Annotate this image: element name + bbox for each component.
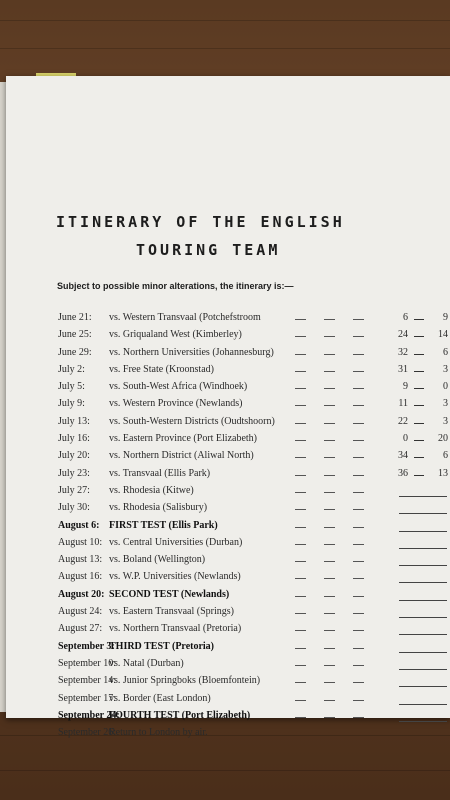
row-date: August 27: [58,623,103,635]
leader-dash [295,682,306,683]
score-blank-line [399,669,447,670]
leader-dash [295,336,306,337]
leader-dash [324,336,335,337]
leader-dash [295,475,306,476]
leader-dash [324,630,335,631]
leader-dash [295,613,306,614]
score-dash [414,371,424,372]
row-description: vs. South-Western Districts (Oudtshoorn) [109,415,275,427]
itinerary-row [6,485,450,502]
score-opponent: 3 [443,415,448,427]
row-date: September 17: [58,692,117,704]
row-description: vs. Border (East London) [109,692,211,704]
row-date: July 27: [58,484,90,496]
page-title-line2: TOURING TEAM [136,241,281,259]
score-dash [414,423,424,424]
score-opponent: 6 [443,346,448,358]
score-blank-line [399,548,447,549]
row-description: vs. Junior Springboks (Bloemfontein) [109,675,261,687]
row-description: vs. Northern Universities (Johannesburg) [109,346,274,358]
leader-dash [295,440,306,441]
leader-dash [295,388,306,389]
leader-dash [324,423,335,424]
row-date: July 13: [58,415,90,427]
score-dash [414,319,424,320]
itinerary-row [6,364,450,381]
row-date: August 20: [58,588,105,600]
score-blank-line [399,496,447,497]
leader-dash [353,509,364,510]
score-dash [414,336,424,337]
leader-dash [353,596,364,597]
row-description: vs. Boland (Wellington) [109,554,206,566]
leader-dash [324,319,335,320]
row-description: vs. Eastern Transvaal (Springs) [109,606,234,618]
leader-dash [353,648,364,649]
leader-dash [295,561,306,562]
leader-dash [324,371,335,372]
score-england: 36 [398,467,408,479]
itinerary-row [6,381,450,398]
score-dash [414,457,424,458]
row-date: September 10: [58,657,117,669]
itinerary-row [6,433,450,450]
score-england: 34 [398,450,408,462]
row-date: August 10: [58,536,103,548]
leader-dash [324,578,335,579]
row-date: June 25: [58,329,92,341]
leader-dash [324,682,335,683]
row-date: August 16: [58,571,103,583]
row-date: July 2: [58,363,85,375]
leader-dash [295,405,306,406]
leader-dash [324,475,335,476]
score-england: 11 [398,398,408,410]
score-blank-line [399,531,447,532]
leader-dash [295,457,306,458]
score-opponent: 3 [443,398,448,410]
leader-dash [324,665,335,666]
document-page [6,76,450,739]
leader-dash [295,630,306,631]
leader-dash [353,665,364,666]
leader-dash [295,596,306,597]
itinerary-row [6,623,450,640]
leader-dash [353,423,364,424]
row-description: vs. South-West Africa (Windhoek) [109,381,248,393]
row-description: THIRD TEST (Pretoria) [109,640,215,652]
leader-dash [324,561,335,562]
score-england: 9 [403,381,408,393]
row-description: Return to London by air. [109,727,208,739]
itinerary-row [6,520,450,537]
leader-dash [353,371,364,372]
itinerary-row [6,571,450,588]
score-blank-line [399,686,447,687]
leader-dash [324,405,335,406]
leader-dash [324,544,335,545]
itinerary-row [6,606,450,623]
row-date: August 6: [58,519,100,531]
score-blank-line [399,652,447,653]
row-date: July 9: [58,398,85,410]
leader-dash [324,596,335,597]
row-date: July 30: [58,502,90,514]
leader-dash [295,648,306,649]
leader-dash [353,578,364,579]
score-dash [414,354,424,355]
row-date: June 21: [58,312,92,323]
row-date: September 3: [58,640,115,652]
page-title-line1: ITINERARY OF THE ENGLISH [56,213,345,231]
itinerary-row [6,398,450,415]
leader-dash [295,717,306,718]
itinerary-row [6,329,450,346]
score-opponent: 6 [443,450,448,462]
leader-dash [295,578,306,579]
row-date: August 24: [58,606,103,618]
score-england: 24 [398,329,408,341]
row-date: August 13: [58,554,103,566]
leader-dash [353,630,364,631]
leader-dash [324,354,335,355]
leader-dash [295,700,306,701]
score-dash [414,440,424,441]
leader-dash [324,509,335,510]
score-opponent: 13 [438,467,448,479]
leader-dash [324,613,335,614]
leader-dash [353,388,364,389]
leader-dash [353,336,364,337]
itinerary-row [6,468,450,485]
row-date: July 23: [58,467,90,479]
row-description: FIRST TEST (Ellis Park) [109,519,218,531]
row-description: vs. Western Province (Newlands) [109,398,243,410]
leader-dash [295,371,306,372]
score-england: 0 [403,433,408,445]
score-england: 31 [398,363,408,375]
row-date: September 14: [58,675,117,687]
score-dash [414,388,424,389]
itinerary-row [6,312,450,329]
leader-dash [353,717,364,718]
row-description: vs. Transvaal (Ellis Park) [109,467,211,479]
itinerary-row [6,554,450,571]
row-description: FOURTH TEST (Port Elizabeth) [109,709,251,721]
itinerary-row [6,450,450,467]
row-description: vs. Northern District (Aliwal North) [109,450,254,462]
leader-dash [295,665,306,666]
itinerary-row [6,502,450,519]
leader-dash [295,492,306,493]
score-blank-line [399,634,447,635]
row-date: July 5: [58,381,85,393]
row-description: vs. W.P. Universities (Newlands) [109,571,241,583]
score-england: 22 [398,415,408,427]
leader-dash [295,423,306,424]
row-description: SECOND TEST (Newlands) [109,588,230,600]
score-dash [414,405,424,406]
leader-dash [295,527,306,528]
score-blank-line [399,600,447,601]
score-blank-line [399,704,447,705]
row-description: vs. Western Transvaal (Potchefstroom [109,312,261,323]
score-blank-line [399,565,447,566]
score-opponent: 0 [443,381,448,393]
leader-dash [324,648,335,649]
leader-dash [353,475,364,476]
score-blank-line [399,721,447,722]
score-opponent: 14 [438,329,448,341]
leader-dash [324,527,335,528]
row-description: vs. Natal (Durban) [109,657,184,669]
row-description: vs. Rhodesia (Kitwe) [109,484,194,496]
leader-dash [353,561,364,562]
itinerary-row [6,693,450,710]
leader-dash [324,717,335,718]
leader-dash [353,354,364,355]
leader-dash [353,527,364,528]
itinerary-row [6,675,450,692]
score-opponent: 20 [438,433,448,445]
leader-dash [353,544,364,545]
leader-dash [295,544,306,545]
itinerary-row [6,347,450,364]
leader-dash [324,700,335,701]
leader-dash [353,700,364,701]
leader-dash [324,388,335,389]
itinerary-row [6,641,450,658]
leader-dash [353,440,364,441]
row-description: vs. Free State (Kroonstad) [109,363,214,375]
leader-dash [295,354,306,355]
score-dash [414,475,424,476]
leader-dash [295,509,306,510]
leader-dash [324,457,335,458]
leader-dash [295,319,306,320]
row-date: September 26: [58,727,117,739]
row-date: July 16: [58,433,90,445]
score-england: 32 [398,346,408,358]
itinerary-row [6,710,450,727]
score-opponent: 3 [443,363,448,375]
row-description: vs. Rhodesia (Salisbury) [109,502,208,514]
row-date: July 20: [58,450,90,462]
leader-dash [353,682,364,683]
itinerary-row [6,589,450,606]
row-description: vs. Central Universities (Durban) [109,536,243,548]
itinerary-row [6,537,450,554]
leader-dash [353,492,364,493]
score-blank-line [399,513,447,514]
score-opponent: 9 [443,312,448,323]
leader-dash [353,319,364,320]
row-date: September 24: [58,709,120,721]
itinerary-row [6,416,450,433]
score-blank-line [399,617,447,618]
leader-dash [324,440,335,441]
intro-text: Subject to possible minor alterations, the itinerary is:— [57,281,294,291]
row-description: vs. Griqualand West (Kimberley) [109,329,242,341]
row-description: vs. Northern Transvaal (Pretoria) [109,623,242,635]
leader-dash [353,405,364,406]
leader-dash [324,492,335,493]
leader-dash [353,613,364,614]
itinerary-row [6,658,450,675]
score-england: 6 [403,312,408,323]
itinerary-list [6,312,450,744]
row-description: vs. Eastern Province (Port Elizabeth) [109,433,258,445]
leader-dash [353,457,364,458]
itinerary-row [6,727,450,744]
score-blank-line [399,582,447,583]
row-date: June 29: [58,346,92,358]
